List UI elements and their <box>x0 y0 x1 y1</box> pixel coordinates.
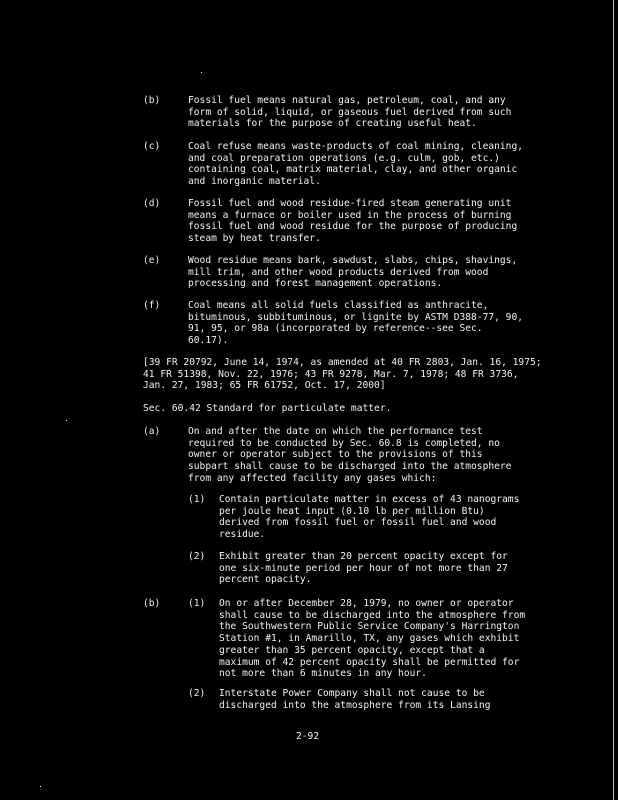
item-text: Interstate Power Company shall not cause to be discharged into the atmosphere from its Lansing <box>219 688 491 711</box>
page-number: 2-92 <box>296 731 320 742</box>
item-label: (2) <box>188 688 206 699</box>
item-text: Contain particulate matter in excess of 43 nanograms per joule heat input (0.10 lb per million Btu) derived from fossil fuel or fossil fuel and wood residue. <box>219 494 520 541</box>
definition-text: Fossil fuel and wood residue-fired steam generating unit means a furnace or boiler used in the process of burning fossil fuel and wood residue for the purpose of producing steam by heat transfer. <box>188 198 518 245</box>
definition-text: Coal means all solid fuels classified as anthracite, bituminous, subbituminous, or lignite by ASTM D388-77, 90, 91, 95, or 98a (incorporated by reference--see Sec. 60.17). <box>188 300 524 347</box>
definition-text: Wood residue means bark, sawdust, slabs, chips, shavings, mill trim, and other wood products derived from wood processing and forest management operations. <box>188 255 518 290</box>
paragraph-label: (a) <box>143 426 161 437</box>
definition-label: (f) <box>143 300 161 311</box>
item-text: Exhibit greater than 20 percent opacity except for one six-minute period per hour of not more than 27 percent opacity. <box>219 551 508 586</box>
item-text: On or after December 28, 1979, no owner or operator shall cause to be discharged into the atmosphere from the Southwestern Public Service Company's Harrington Station #1, in Amarillo, TX, any gases which exhibit greater than 35 percent opacity, except that a maximum of 42 percent opacity shall be permitted for not more than 6 minutes in any hour. <box>219 598 526 680</box>
paragraph-text: On and after the date on which the performance test required to be conducted by Sec. 60.8 is completed, no owner or operator subject to the provisions of this subpart shall cause to be discharged into the atmosphere from any affected facility any gases which: <box>188 426 512 484</box>
definition-label: (b) <box>143 95 161 106</box>
definition-label: (c) <box>143 141 161 152</box>
item-label: (2) <box>188 551 206 562</box>
definition-text: Coal refuse means waste-products of coal mining, cleaning, and coal preparation operations (e.g. culm, gob, etc.) containing coal, matrix material, clay, and other organic and inorganic material. <box>188 141 524 188</box>
definition-text: Fossil fuel means natural gas, petroleum, coal, and any form of solid, liquid, or gaseous fuel derived from such materials for the purpose of creating useful heat. <box>188 95 512 130</box>
section-heading: Sec. 60.42 Standard for particulate matter. <box>143 403 392 414</box>
definition-label: (d) <box>143 198 161 209</box>
amendment-citation: [39 FR 20792, June 14, 1974, as amended at 40 FR 2803, Jan. 16, 1975; 41 FR 51398, Nov. 22, 1976; 43 FR 9278, Mar. 7, 1978; 48 FR 3736, Jan. 27, 1983; 65 FR 61752, Oct. 17, 2000] <box>143 357 542 392</box>
item-label: (1) <box>188 494 206 505</box>
item-label: (1) <box>188 598 206 609</box>
paragraph-label: (b) <box>143 598 161 609</box>
definition-label: (e) <box>143 255 161 266</box>
